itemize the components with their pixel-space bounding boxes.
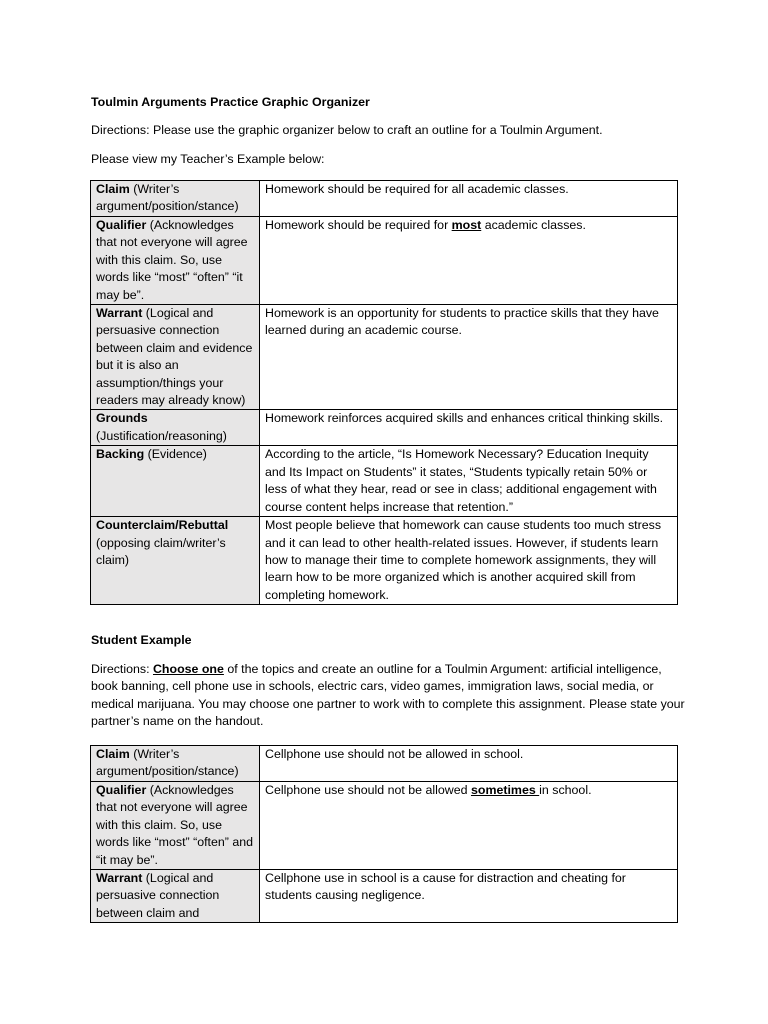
row-label-backing: Backing (Evidence)	[91, 446, 260, 517]
table-row	[91, 746, 678, 782]
row-value-claim: Homework should be required for all academic classes.	[260, 181, 678, 217]
row-value-backing: According to the article, “Is Homework Necessary? Education Inequity and Its Impact on Students” it states, “Students typically retain 50% or less of what they hear, read or see in class; additional engagement with course content helps increase that retention.”	[260, 446, 678, 517]
row-value-grounds: Homework reinforces acquired skills and enhances critical thinking skills.	[260, 410, 678, 446]
teacher-example-table	[90, 180, 678, 605]
row-value-qualifier: Cellphone use should not be allowed sometimes in school.	[260, 782, 678, 870]
row-label-warrant: Warrant (Logical and persuasive connection between claim and	[91, 870, 260, 923]
student-directions: Directions: Choose one of the topics and create an outline for a Toulmin Argument: artificial intelligence, book banning, cell phone use in schools, electric cars, video games, immigration laws, social media, or medical marijuana. You may choose one partner to work with to complete this assignment. Please state your partner’s name on the handout.	[91, 662, 685, 729]
row-label-grounds: Grounds (Justification/reasoning)	[91, 410, 260, 446]
row-value-qualifier: Homework should be required for most academic classes.	[260, 217, 678, 305]
row-label-qualifier: Qualifier (Acknowledges that not everyone will agree with this claim. So, use words like “most” “often” “it may be”.	[91, 217, 260, 305]
row-value-claim: Cellphone use should not be allowed in school.	[260, 746, 678, 782]
student-example-table	[90, 745, 678, 923]
row-label-claim: Claim (Writer’s argument/position/stance)	[91, 181, 260, 217]
row-label-qualifier: Qualifier (Acknowledges that not everyone will agree with this claim. So, use words like “most” “often” and “it may be”.	[91, 782, 260, 870]
directions-text: Directions: Please use the graphic organizer below to craft an outline for a Toulmin Argument.	[91, 123, 603, 137]
row-value-warrant: Homework is an opportunity for students to practice skills that they have learned during an academic course.	[260, 305, 678, 410]
row-value-counterclaim: Most people believe that homework can cause students too much stress and it can lead to other health-related issues. However, if students learn how to manage their time to complete homework assignments, they will learn how to be more organized which is another acquired skill from completing homework.	[260, 517, 678, 605]
document-title: Toulmin Arguments Practice Graphic Organizer	[91, 95, 370, 109]
table-row	[91, 446, 678, 517]
table-row	[91, 782, 678, 870]
row-label-warrant: Warrant (Logical and persuasive connection between claim and evidence but it is also an assumption/things your readers may already know)	[91, 305, 260, 410]
row-label-counterclaim: Counterclaim/Rebuttal (opposing claim/writer’s claim)	[91, 517, 260, 605]
table-row	[91, 217, 678, 305]
table-row	[91, 410, 678, 446]
row-value-warrant: Cellphone use in school is a cause for distraction and cheating for students causing negligence.	[260, 870, 678, 923]
table-row	[91, 517, 678, 605]
table-row	[91, 181, 678, 217]
table-row	[91, 305, 678, 410]
teacher-example-intro: Please view my Teacher’s Example below:	[91, 152, 325, 166]
student-example-heading: Student Example	[91, 633, 192, 647]
row-label-claim: Claim (Writer’s argument/position/stance)	[91, 746, 260, 782]
table-row	[91, 870, 678, 923]
